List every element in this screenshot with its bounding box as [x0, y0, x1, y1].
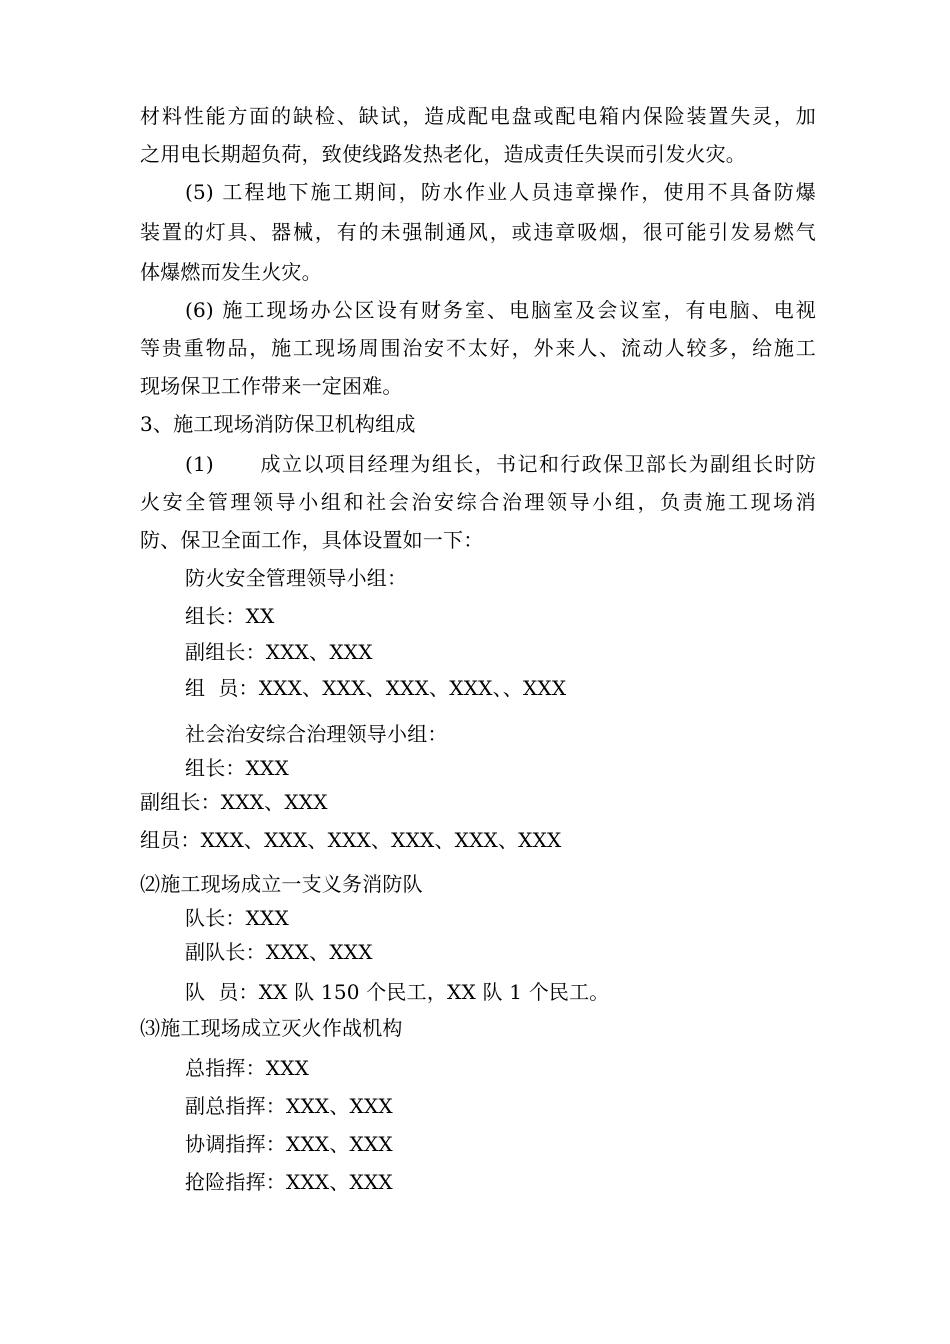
text-line: 等贵重物品，施工现场周围治安不太好，外来人、流动人较多，给施工 — [140, 336, 816, 360]
text-line: (5) 工程地下施工期间，防水作业人员违章操作，使用不具备防爆 — [185, 180, 816, 204]
text-line: (6) 施工现场办公区设有财务室、电脑室及会议室，有电脑、电视 — [185, 298, 816, 322]
text-line: 组长：XX — [185, 604, 275, 628]
text-line: 体爆燃而发生火灾。 — [140, 260, 322, 284]
text-line: 队长：XXX — [185, 906, 289, 930]
text-line: 装置的灯具、器械，有的未强制通风，或违章吸烟，很可能引发易燃气 — [140, 220, 816, 244]
text-line: 组长：XXX — [185, 756, 289, 780]
text-line: 副总指挥：XXX、XXX — [185, 1094, 393, 1118]
text-line: 之用电长期超负荷，致使线路发热老化，造成责任失误而引发火灾。 — [140, 142, 746, 166]
text-line: 抢险指挥：XXX、XXX — [185, 1170, 393, 1194]
text-line: (1) 成立以项目经理为组长，书记和行政保卫部长为副组长时防 — [185, 452, 816, 476]
section-heading: 3、施工现场消防保卫机构组成 — [140, 412, 416, 436]
text-line: 总指挥：XXX — [185, 1056, 310, 1080]
text-line: 火安全管理领导小组和社会治安综合治理领导小组，负责施工现场消 — [140, 490, 816, 514]
text-line: 副组长：XXX、XXX — [140, 790, 328, 814]
text-line: 防火安全管理领导小组： — [185, 566, 408, 590]
text-line: 组员：XXX、XXX、XXX、XXX、XXX、XXX — [140, 828, 562, 852]
text-line: 协调指挥：XXX、XXX — [185, 1132, 393, 1156]
text-line: 社会治安综合治理领导小组： — [185, 722, 448, 746]
text-line: 副组长：XXX、XXX — [185, 640, 373, 664]
text-line: 组 员：XXX、XXX、XXX、XXX、、XXX — [185, 676, 567, 700]
text-line: 材料性能方面的缺检、缺试，造成配电盘或配电箱内保险装置失灵，加 — [140, 104, 816, 128]
text-line: 副队长：XXX、XXX — [185, 940, 373, 964]
text-line: 队 员：XX 队 150 个民工，XX 队 1 个民工。 — [185, 980, 610, 1004]
text-line: ⑵施工现场成立一支义务消防队 — [140, 872, 423, 896]
text-line: 现场保卫工作带来一定困难。 — [140, 374, 403, 398]
text-line: 防、保卫全面工作，具体设置如一下： — [140, 528, 484, 552]
text-line: ⑶施工现场成立灭火作战机构 — [140, 1016, 403, 1040]
